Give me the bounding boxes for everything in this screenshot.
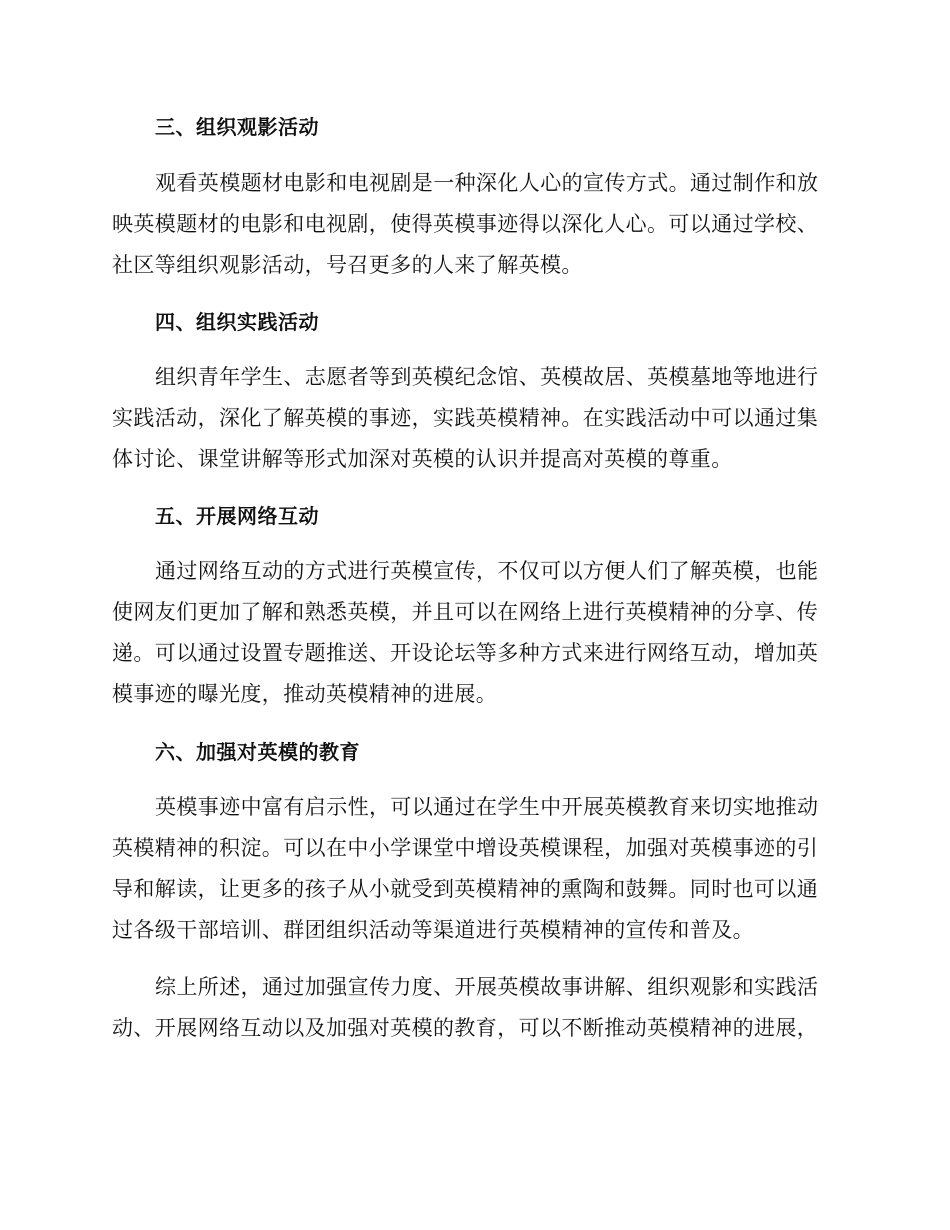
- section-heading-strengthen-education: 六、加强对英模的教育: [155, 740, 360, 764]
- paragraph-line: 观看英模题材电影和电视剧是一种深化人心的宣传方式。通过制作和放: [155, 171, 819, 195]
- paragraph-line: 使网友们更加了解和熟悉英模，并且可以在网络上进行英模精神的分享、传: [112, 600, 819, 624]
- paragraph-online-interaction: [112, 551, 832, 715]
- paragraph-line: 英模事迹中富有启示性，可以通过在学生中开展英模教育来切实地推动: [155, 795, 819, 819]
- section-heading-online-interaction: 五、开展网络互动: [155, 504, 319, 528]
- paragraph-line: 递。可以通过设置专题推送、开设论坛等多种方式来进行网络互动，增加英: [112, 641, 819, 665]
- paragraph-organize-practice: [112, 357, 832, 480]
- paragraph-line: 动、开展网络互动以及加强对英模的教育，可以不断推动英模精神的进展，: [112, 1016, 819, 1040]
- paragraph-conclusion: [112, 967, 832, 1049]
- paragraph-line: 英模精神的积淀。可以在中小学课堂中增设英模课程，加强对英模事迹的引: [112, 836, 819, 860]
- paragraph-line: 过各级干部培训、群团组织活动等渠道进行英模精神的宣传和普及。: [112, 918, 754, 942]
- paragraph-organize-screenings: [112, 163, 832, 286]
- paragraph-line: 模事迹的曝光度，推动英模精神的进展。: [112, 682, 498, 706]
- paragraph-line: 组织青年学生、志愿者等到英模纪念馆、英模故居、英模墓地等地进行: [155, 365, 819, 389]
- paragraph-line: 综上所述，通过加强宣传力度、开展英模故事讲解、组织观影和实践活: [155, 975, 819, 999]
- paragraph-line: 体讨论、课堂讲解等形式加深对英模的认识并提高对英模的尊重。: [112, 447, 733, 471]
- paragraph-line: 通过网络互动的方式进行英模宣传，不仅可以方便人们了解英模，也能: [155, 559, 819, 583]
- paragraph-line: 实践活动，深化了解英模的事迹，实践英模精神。在实践活动中可以通过集: [112, 406, 819, 430]
- section-heading-organize-practice: 四、组织实践活动: [155, 310, 319, 334]
- paragraph-strengthen-education: [112, 787, 832, 951]
- paragraph-line: 导和解读，让更多的孩子从小就受到英模精神的熏陶和鼓舞。同时也可以通: [112, 877, 819, 901]
- paragraph-line: 映英模题材的电影和电视剧，使得英模事迹得以深化人心。可以通过学校、: [112, 212, 819, 236]
- section-heading-organize-screenings: 三、组织观影活动: [155, 115, 319, 139]
- paragraph-line: 社区等组织观影活动，号召更多的人来了解英模。: [112, 253, 583, 277]
